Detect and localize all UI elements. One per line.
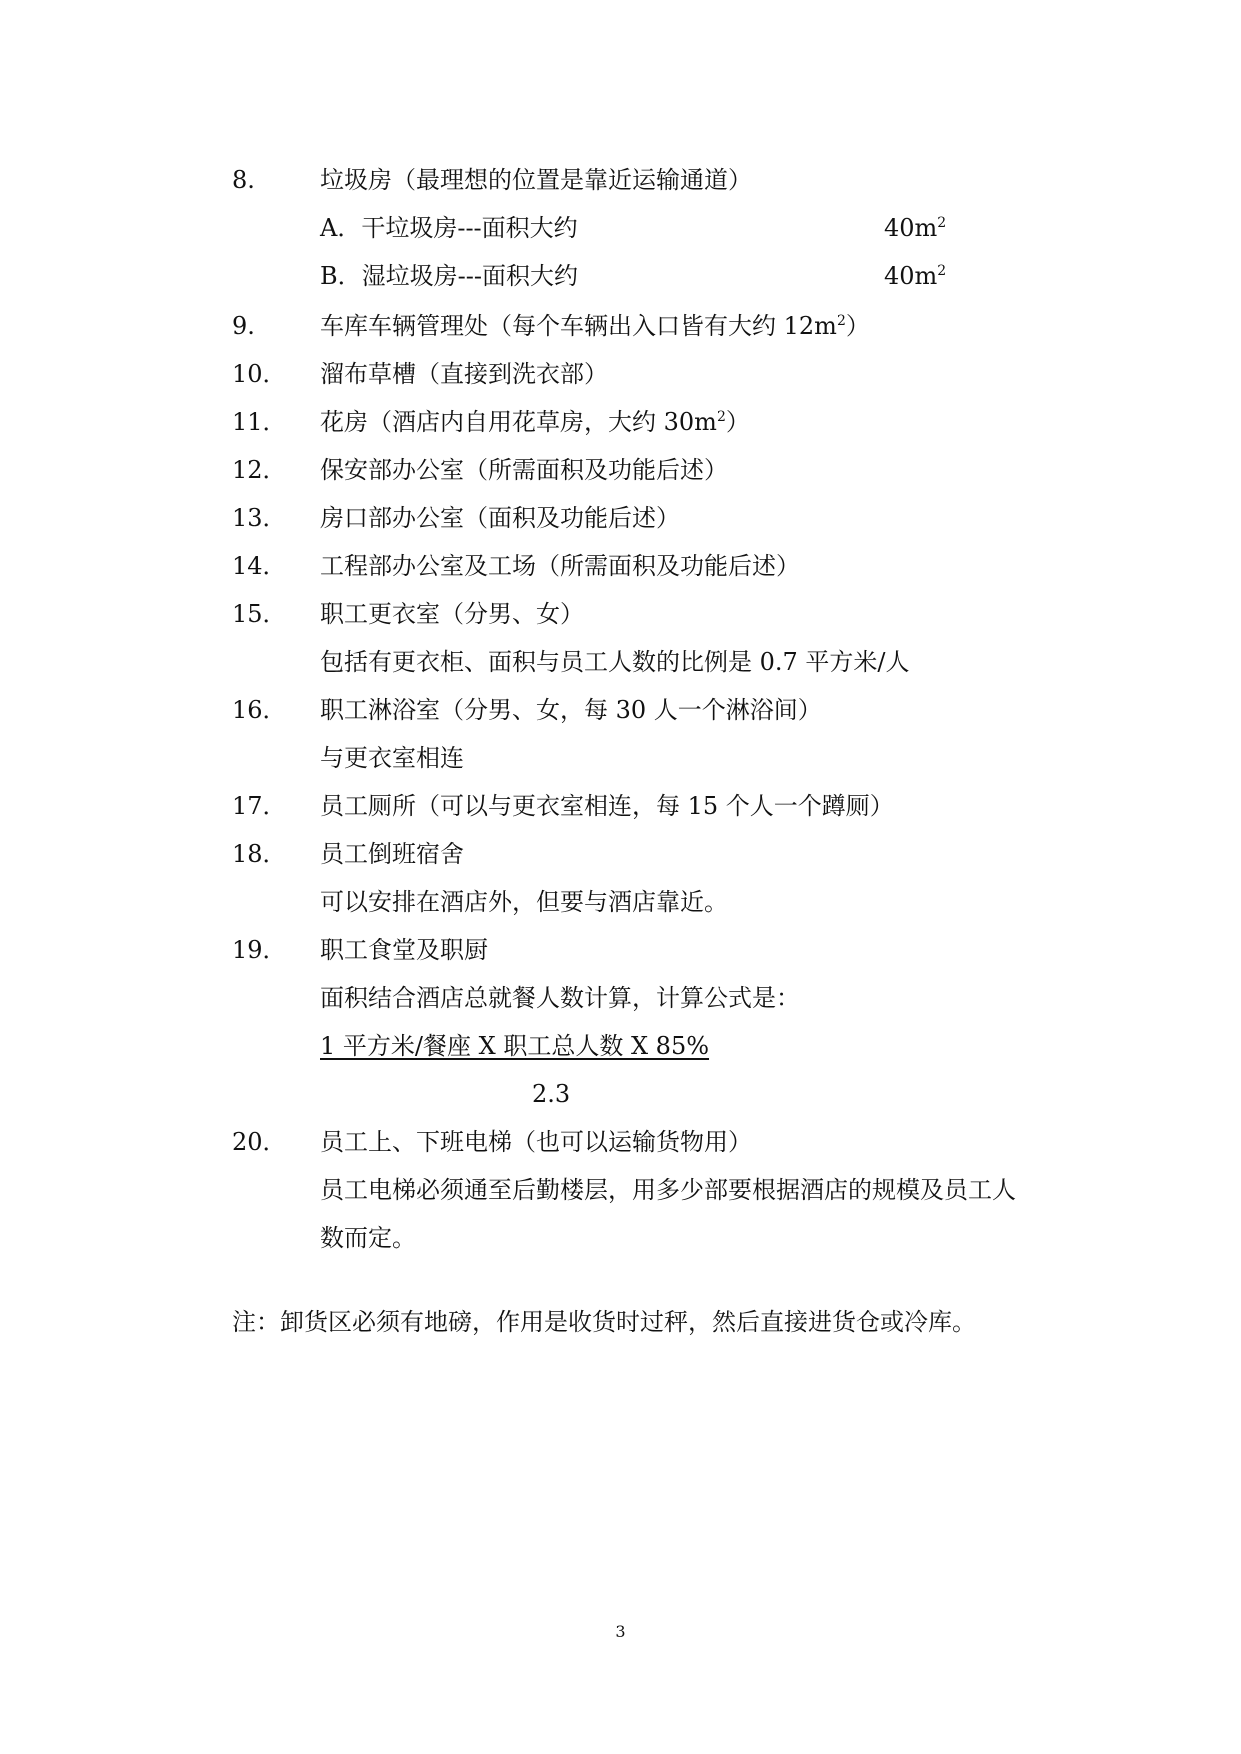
item-number: 9. — [232, 312, 255, 340]
item-number: 19． — [232, 936, 287, 964]
area-value: $40m^2$ — [884, 262, 947, 290]
item-subtext: 与更衣室相连 — [320, 744, 464, 772]
item-text: 员工上、下班电梯（也可以运输货物用） — [320, 1128, 752, 1156]
item-number: 16． — [232, 696, 287, 724]
item-subtext: 面积结合酒店总就餐人数计算，计算公式是： — [320, 984, 800, 1012]
item-number: 15． — [232, 600, 287, 628]
page-number: 3 — [615, 1622, 626, 1641]
item-subtext: 可以安排在酒店外，但要与酒店靠近。 — [320, 888, 728, 916]
item-text: 职工食堂及职厨 — [320, 936, 488, 964]
item-number: 17． — [232, 792, 287, 820]
item-text: 职工更衣室（分男、女） — [320, 600, 584, 628]
item-text: 房口部办公室（面积及功能后述） — [320, 504, 680, 532]
item-subtext: 数而定。 — [320, 1224, 416, 1252]
note-text: 注：卸货区必须有地磅，作用是收货时过秤，然后直接进货仓或冷库。 — [232, 1308, 976, 1336]
sub-item-text: B．湿垃圾房---面积大约 — [320, 262, 578, 290]
item-number: 12． — [232, 456, 287, 484]
item-text: 溜布草槽（直接到洗衣部） — [320, 360, 608, 388]
item-subtext: 员工电梯必须通至后勤楼层，用多少部要根据酒店的规模及员工人 — [320, 1176, 1016, 1204]
sub-item-text: A．干垃圾房---面积大约 — [320, 214, 578, 242]
item-number: 8. — [232, 166, 255, 194]
item-number: 18． — [232, 840, 287, 868]
item-number: 11． — [232, 408, 287, 436]
item-text: 职工淋浴室（分男、女，每 30 人一个淋浴间） — [320, 696, 822, 724]
area-value: $40m^2$ — [884, 214, 947, 242]
item-text: 员工倒班宿舍 — [320, 840, 464, 868]
formula-numerator: 1 平方米/餐座 X 职工总人数 X 85% — [320, 1032, 710, 1060]
formula-denominator: 2.3 — [532, 1080, 571, 1108]
item-text: 保安部办公室（所需面积及功能后述） — [320, 456, 728, 484]
item-text: 花房（酒店内自用花草房，大约 $30m^2$） — [320, 408, 750, 436]
item-text: 车库车辆管理处（每个车辆出入口皆有大约 $12m^2$） — [320, 312, 870, 340]
item-text: 工程部办公室及工场（所需面积及功能后述） — [320, 552, 800, 580]
item-number: 14． — [232, 552, 287, 580]
item-number: 13． — [232, 504, 287, 532]
item-text: 垃圾房（最理想的位置是靠近运输通道） — [320, 166, 752, 194]
item-subtext: 包括有更衣柜、面积与员工人数的比例是 0.7 平方米/人 — [320, 648, 910, 676]
item-text: 员工厕所（可以与更衣室相连，每 15 个人一个蹲厕） — [320, 792, 894, 820]
item-number: 10． — [232, 360, 287, 388]
item-number: 20． — [232, 1128, 287, 1156]
